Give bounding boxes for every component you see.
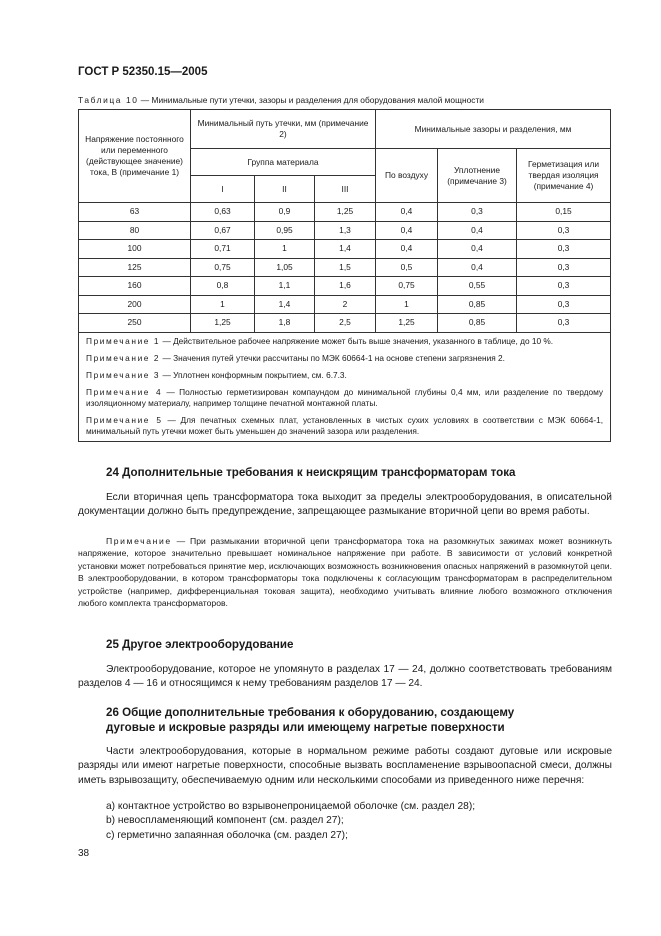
cell-group-3: 1,25 bbox=[315, 203, 376, 222]
cell-sealing: 0,85 bbox=[438, 314, 517, 333]
section-26-title bbox=[106, 705, 514, 735]
cell-air: 1 bbox=[376, 295, 438, 314]
cell-sealing: 0,4 bbox=[438, 240, 517, 259]
note-text: — Уплотнен конформным покрытием, см. 6.7.3. bbox=[160, 369, 347, 380]
list-item: b) невоспламеняющий компонент (см. раздел 27); bbox=[106, 815, 344, 827]
table-note-5 bbox=[86, 415, 603, 437]
cell-encapsulation: 0,3 bbox=[517, 258, 611, 277]
cell-group-3: 2,5 bbox=[315, 314, 376, 333]
cell-group-2: 1 bbox=[255, 240, 315, 259]
cell-sealing: 0,3 bbox=[438, 203, 517, 222]
cell-group-3: 1,3 bbox=[315, 221, 376, 240]
cell-voltage: 160 bbox=[79, 277, 191, 296]
cell-group-1: 0,8 bbox=[191, 277, 255, 296]
page-number: 38 bbox=[78, 848, 90, 859]
cell-air: 0,4 bbox=[376, 240, 438, 259]
header-sealing: Уплотнение (примечание 3) bbox=[438, 149, 517, 203]
table-caption-text: — Минимальные пути утечки, зазоры и разделения для оборудования малой мощности bbox=[138, 95, 484, 105]
table-row bbox=[79, 203, 611, 222]
header-clearances: Минимальные зазоры и разделения, мм bbox=[376, 110, 611, 149]
cell-group-3: 1,5 bbox=[315, 258, 376, 277]
cell-air: 0,4 bbox=[376, 203, 438, 222]
table-row bbox=[79, 295, 611, 314]
cell-encapsulation: 0,15 bbox=[517, 203, 611, 222]
cell-encapsulation: 0,3 bbox=[517, 295, 611, 314]
cell-air: 0,75 bbox=[376, 277, 438, 296]
cell-voltage: 100 bbox=[79, 240, 191, 259]
cell-air: 0,4 bbox=[376, 221, 438, 240]
header-group-3: III bbox=[315, 176, 376, 203]
table-notes bbox=[79, 332, 611, 441]
header-encapsulation: Герметизация или твердая изоляция (примечание 4) bbox=[517, 149, 611, 203]
section-24-note bbox=[78, 535, 612, 609]
cell-group-2: 0,95 bbox=[255, 221, 315, 240]
table-note-3 bbox=[86, 370, 603, 381]
cell-group-2: 1,8 bbox=[255, 314, 315, 333]
cell-group-2: 1,1 bbox=[255, 277, 315, 296]
table-10 bbox=[78, 109, 610, 442]
document-code: ГОСТ Р 52350.15—2005 bbox=[78, 66, 208, 78]
cell-group-3: 1,4 bbox=[315, 240, 376, 259]
cell-group-1: 0,71 bbox=[191, 240, 255, 259]
table-caption bbox=[78, 95, 484, 105]
cell-encapsulation: 0,3 bbox=[517, 240, 611, 259]
cell-air: 0,5 bbox=[376, 258, 438, 277]
note-label: Примечание 5 bbox=[86, 414, 163, 425]
cell-voltage: 63 bbox=[79, 203, 191, 222]
table-caption-label: Таблица 10 bbox=[78, 95, 139, 105]
header-group-1: I bbox=[191, 176, 255, 203]
header-voltage: Напряжение постоянного или переменного (действующее значение) тока, В (примечание 1) bbox=[79, 110, 191, 203]
cell-sealing: 0,4 bbox=[438, 221, 517, 240]
note-text: — Значения путей утечки рассчитаны по МЭК 60664-1 на основе степени загрязнения 2. bbox=[160, 352, 505, 363]
section-25-paragraph: Электрооборудование, которое не упомянуто в разделах 17 — 24, должно соответствовать требованиям разделов 4 — 16 и относящимся к нему требованиям разделов 17 — 24. bbox=[78, 664, 612, 690]
table-row bbox=[79, 314, 611, 333]
table-note-1 bbox=[86, 336, 603, 347]
list-item: c) герметично запаянная оболочка (см. раздел 27); bbox=[106, 829, 348, 841]
cell-group-1: 1 bbox=[191, 295, 255, 314]
section-24-paragraph: Если вторичная цепь трансформатора тока выходит за пределы электрооборудования, в описательной документации должно быть предупреждение, запрещающее размыкание вторичной цепи во время работы. bbox=[78, 492, 612, 518]
cell-group-1: 0,75 bbox=[191, 258, 255, 277]
cell-group-2: 1,05 bbox=[255, 258, 315, 277]
cell-sealing: 0,4 bbox=[438, 258, 517, 277]
note-label: Примечание 3 bbox=[86, 369, 161, 380]
cell-voltage: 80 bbox=[79, 221, 191, 240]
section-26-list bbox=[106, 800, 475, 843]
table-row bbox=[79, 240, 611, 259]
cell-voltage: 125 bbox=[79, 258, 191, 277]
cell-group-1: 0,63 bbox=[191, 203, 255, 222]
section-24-title: 24 Дополнительные требования к неискрящим трансформаторам тока bbox=[106, 466, 516, 479]
cell-group-3: 1,6 bbox=[315, 277, 376, 296]
cell-group-3: 2 bbox=[315, 295, 376, 314]
table-row bbox=[79, 258, 611, 277]
note-label: Примечание 1 bbox=[86, 335, 161, 346]
header-creepage: Минимальный путь утечки, мм (примечание 2) bbox=[191, 110, 376, 149]
cell-voltage: 200 bbox=[79, 295, 191, 314]
note-text: — Полностью герметизирован компаундом до минимальной глубины 0,4 мм, или разделение по твердому изоляционному материалу, например толщине печатной монтажной платы. bbox=[86, 386, 604, 408]
header-group-2: II bbox=[255, 176, 315, 203]
table-note-4 bbox=[86, 387, 603, 409]
cell-sealing: 0,85 bbox=[438, 295, 517, 314]
cell-encapsulation: 0,3 bbox=[517, 277, 611, 296]
cell-group-1: 1,25 bbox=[191, 314, 255, 333]
header-material-group: Группа материала bbox=[191, 149, 376, 176]
cell-air: 1,25 bbox=[376, 314, 438, 333]
section-26-title-line-1: 26 Общие дополнительные требования к оборудованию, создающему bbox=[106, 706, 515, 719]
note-text: — Действительное рабочее напряжение может быть выше значения, указанного в таблице, до 10 %. bbox=[160, 335, 554, 346]
note-label: Примечание bbox=[106, 536, 172, 546]
cell-voltage: 250 bbox=[79, 314, 191, 333]
table-row bbox=[79, 277, 611, 296]
table-note-2 bbox=[86, 353, 603, 364]
note-text: — Для печатных схемных плат, установленных в чистых сухих условиях в соответствии с МЭК 60664-1, минимальный путь утечки может быть уменьшен до значений зазора или разделения. bbox=[86, 414, 604, 436]
cell-sealing: 0,55 bbox=[438, 277, 517, 296]
list-item: a) контактное устройство во взрывонепроницаемой оболочке (см. раздел 28); bbox=[106, 801, 476, 812]
cell-group-2: 0,9 bbox=[255, 203, 315, 222]
note-label: Примечание 4 bbox=[86, 386, 163, 397]
section-25-title: 25 Другое электрооборудование bbox=[106, 638, 294, 651]
cell-encapsulation: 0,3 bbox=[517, 314, 611, 333]
header-air: По воздуху bbox=[376, 149, 438, 203]
cell-encapsulation: 0,3 bbox=[517, 221, 611, 240]
cell-group-1: 0,67 bbox=[191, 221, 255, 240]
table-row bbox=[79, 221, 611, 240]
section-26-title-line-2: дуговые и искровые разряды или имеющему нагретые поверхности bbox=[106, 721, 505, 734]
section-26-paragraph: Части электрооборудования, которые в нормальном режиме работы создают дуговые или искровые разряды или имеют нагретые поверхности, способные вызвать воспламенение взрывоопасной смеси, должны иметь взрывозащиту, обеспечиваемую одним или несколькими способами из приведенного ниже перечня: bbox=[78, 746, 612, 786]
cell-group-2: 1,4 bbox=[255, 295, 315, 314]
note-text: — При размыкании вторичной цепи трансформатора тока на разомкнутых зажимах может возникнуть напряжение, которое значительно превышает номинальное напряжение при работе. В зависимости от условий конкретной установки может потребоваться принятие мер, исключающих возможность возникновения опасных напряжений в разомкнутой цепи. В электрооборудовании, в котором трансформаторы тока подключены к согласующим трансформаторам в распределительном устройстве (например, дифференциальная токовая защита), необходимо учитывать влияние любого возможного отключения любого комплекта трансформаторов. bbox=[78, 536, 612, 609]
note-label: Примечание 2 bbox=[86, 352, 161, 363]
